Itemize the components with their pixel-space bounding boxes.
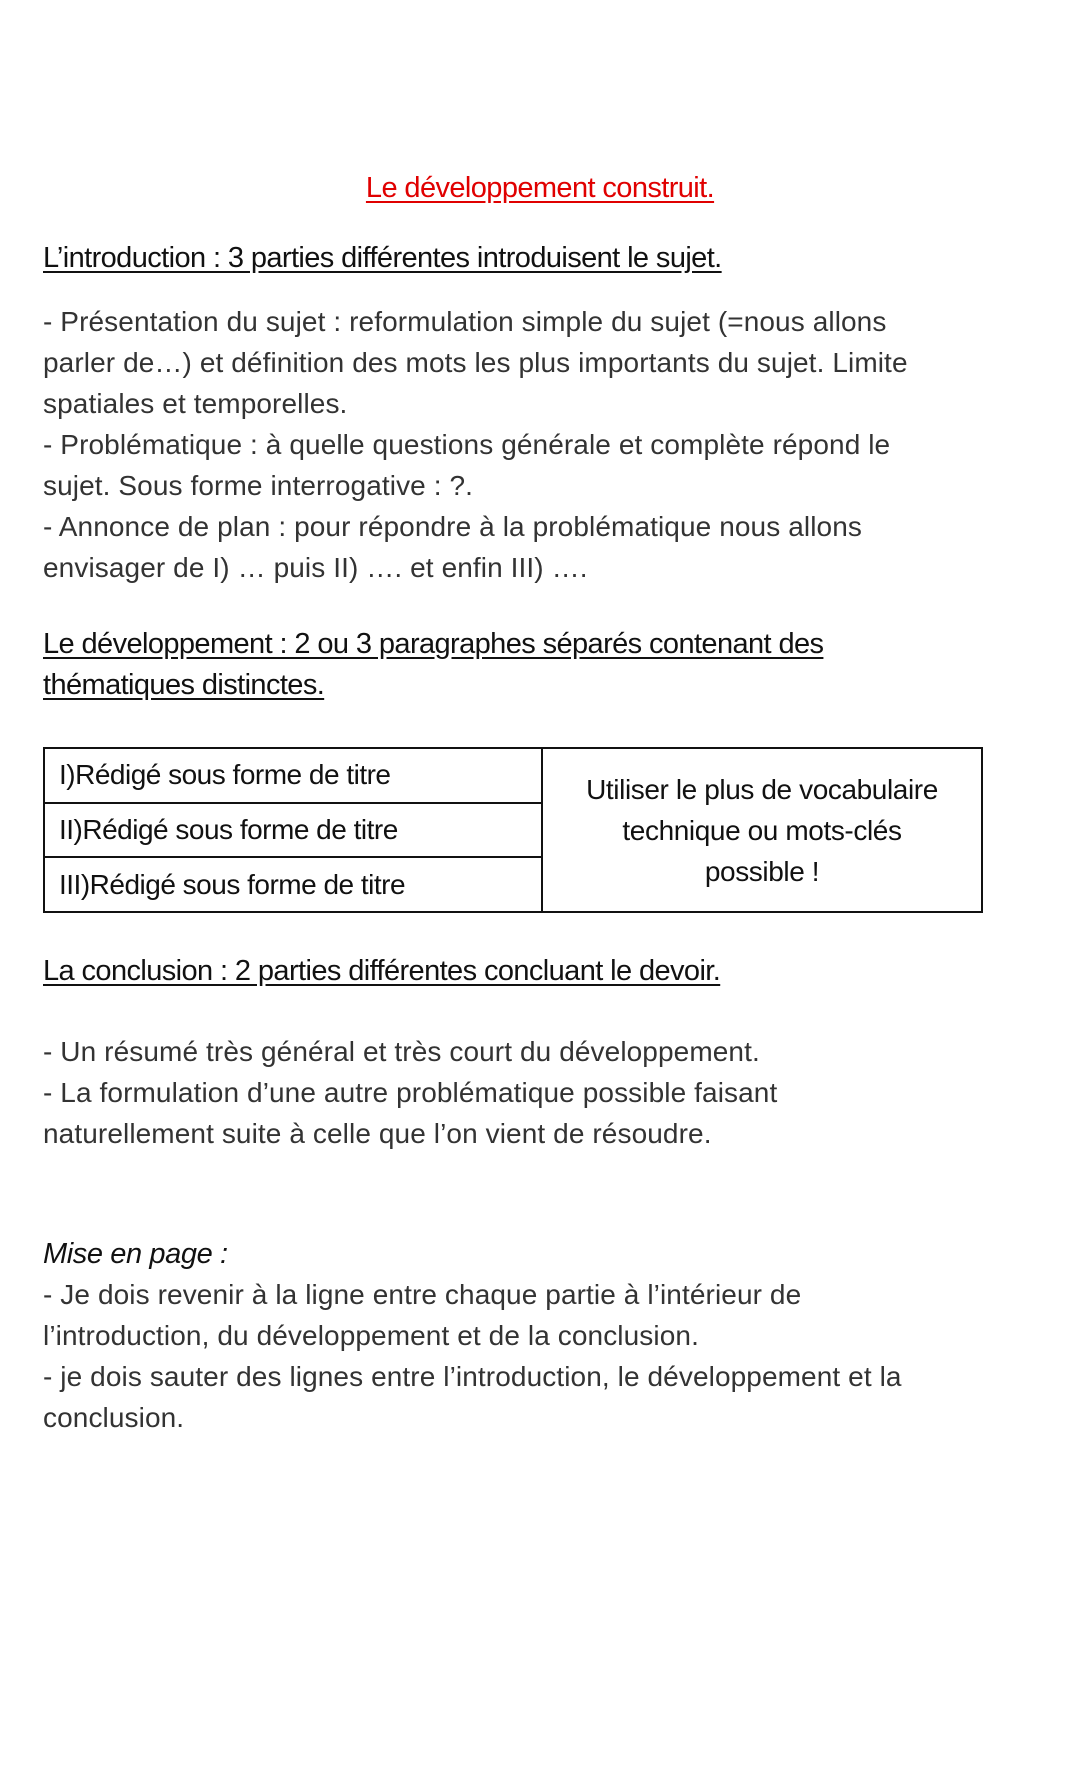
introduction-body [43, 301, 1003, 588]
development-note-line: Utiliser le plus de vocabulaire [586, 773, 938, 805]
development-table-note [543, 749, 981, 911]
layout-heading: Mise en page : [43, 1238, 228, 1270]
development-heading [43, 624, 823, 706]
conclusion-line: naturellement suite à celle que l’on vient de résoudre. [43, 1118, 712, 1149]
conclusion-line: - La formulation d’une autre problématique possible faisant [43, 1077, 778, 1108]
development-table-row: III)Rédigé sous forme de titre [59, 868, 406, 900]
development-table [43, 747, 983, 913]
layout-body [43, 1274, 1003, 1438]
development-note-line: technique ou mots-clés [622, 814, 902, 846]
introduction-line: envisager de I) … puis II) …. et enfin III) …. [43, 552, 588, 583]
document-title: Le développement construit. [365, 172, 715, 204]
introduction-line: - Annonce de plan : pour répondre à la problématique nous allons [43, 511, 862, 542]
development-table-row: I)Rédigé sous forme de titre [45, 749, 541, 804]
development-note-line: possible ! [704, 855, 820, 887]
layout-line: - je dois sauter des lignes entre l’introduction, le développement et la [43, 1361, 902, 1392]
conclusion-heading: La conclusion : 2 parties différentes concluant le devoir. [43, 955, 721, 987]
development-table-titles [45, 749, 543, 911]
introduction-line: - Problématique : à quelle questions générale et complète répond le [43, 429, 891, 460]
conclusion-line: - Un résumé très général et très court du développement. [43, 1036, 760, 1067]
introduction-line: spatiales et temporelles. [43, 388, 348, 419]
layout-line: conclusion. [43, 1402, 185, 1433]
development-heading-line: thématiques distinctes. [43, 669, 325, 701]
development-table-row: II)Rédigé sous forme de titre [45, 804, 541, 859]
layout-line: l’introduction, du développement et de la conclusion. [43, 1320, 699, 1351]
introduction-line: - Présentation du sujet : reformulation simple du sujet (=nous allons [43, 306, 887, 337]
introduction-line: parler de…) et définition des mots les plus importants du sujet. Limite [43, 347, 908, 378]
introduction-heading: L’introduction : 3 parties différentes introduisent le sujet. [43, 242, 722, 274]
conclusion-body [43, 1031, 1003, 1154]
layout-line: - Je dois revenir à la ligne entre chaque partie à l’intérieur de [43, 1279, 802, 1310]
development-heading-line: Le développement : 2 ou 3 paragraphes séparés contenant des [43, 628, 824, 660]
introduction-line: sujet. Sous forme interrogative : ?. [43, 470, 474, 501]
